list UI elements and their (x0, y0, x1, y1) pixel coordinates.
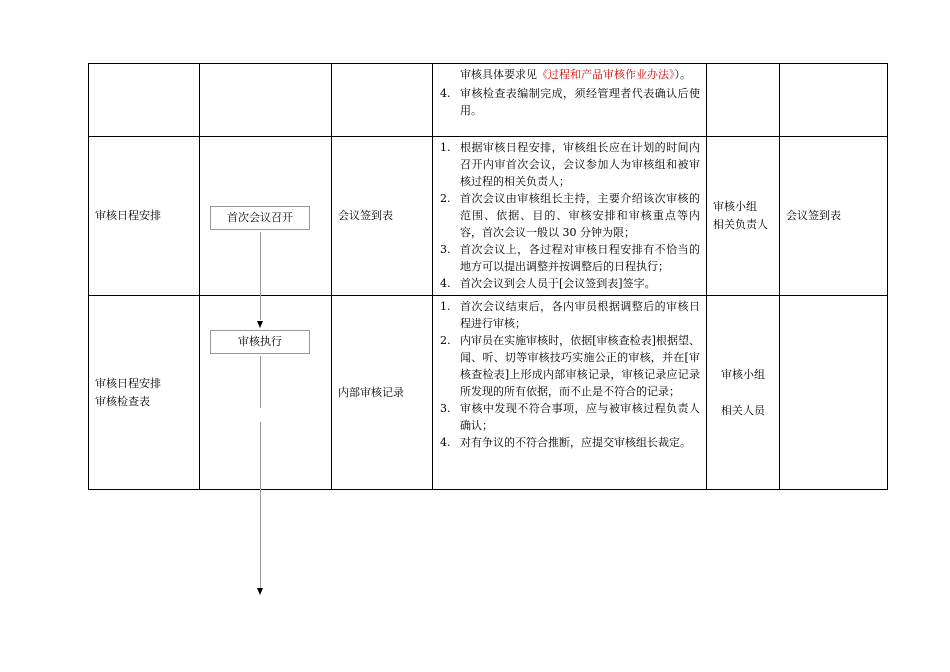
arrow-down-icon (257, 588, 263, 595)
steps-list (433, 83, 706, 119)
list-item: 1. 首次会议结束后，各内审员根据调整后的审核日程进行审核； (440, 300, 700, 330)
table-row (89, 296, 888, 490)
table-row (89, 64, 888, 137)
list-item: 2. 首次会议由审核组长主持，主要介绍该次审核的范围、依据、目的、审核安排和审核重点等内容，首次会议一般以 30 分钟为限； (440, 192, 700, 239)
list-item: 4. 对有争议的不符合推断，应提交审核组长裁定。 (440, 436, 691, 449)
list-item: 4. 首次会议到会人员于[会议签到表]签字。 (440, 277, 656, 290)
input-cell: 审核日程安排 (89, 137, 200, 296)
input-cell: 审核日程安排 审核检查表 (89, 296, 200, 490)
steps-cell (433, 64, 707, 137)
record-cell: 会议签到表 (780, 137, 888, 296)
record-cell (780, 296, 888, 490)
list-item: 4. 审核检查表编制完成，须经管理者代表确认后使用。 (440, 87, 700, 117)
list-item: 3. 首次会议上，各过程对审核日程安排有不恰当的地方可以提出调整并按调整后的日程执行； (440, 243, 700, 273)
list-item: 1. 根据审核日程安排，审核组长应在计划的时间内召开内审首次会议，会议参加人为审核组和被审核过程的相关负责人； (440, 141, 700, 188)
record-cell (780, 64, 888, 137)
flow-cell (200, 296, 332, 490)
owner-cell: 审核小组 相关负责人 (707, 137, 780, 296)
arrow-down-icon (257, 321, 263, 328)
output-cell: 内部审核记录 (332, 296, 433, 490)
flow-connector (260, 422, 261, 588)
procedure-table (88, 63, 888, 490)
steps-continuation: 审核具体要求见《过程和产品审核作业办法》）。 (460, 68, 691, 81)
owner-cell (707, 64, 780, 137)
flow-node-audit-execution: 审核执行 (210, 330, 310, 354)
steps-cell (433, 137, 707, 296)
output-cell (332, 64, 433, 137)
flow-node-kickoff-meeting: 首次会议召开 (210, 206, 310, 230)
list-item: 3. 审核中发现不符合事项，应与被审核过程负责人确认； (440, 402, 700, 432)
flow-connector (260, 232, 261, 320)
procedure-link[interactable]: 《过程和产品审核作业办法》 (537, 68, 675, 81)
steps-list (433, 296, 706, 451)
flow-connector (260, 356, 261, 408)
input-cell (89, 64, 200, 137)
steps-cell (433, 296, 707, 490)
table-row (89, 137, 888, 296)
list-item: 2. 内审员在实施审核时，依据[审核查检表]根据望、闻、听、切等审核技巧实施公正的审核，并在[审核查检表]上形成内部审核记录，审核记录应记录所发现的所有依据，而不止是不符合的记录； (440, 334, 700, 398)
output-cell: 会议签到表 (332, 137, 433, 296)
flow-cell (200, 64, 332, 137)
steps-list (433, 137, 706, 292)
owner-cell: 审核小组 相关人员 (707, 296, 780, 490)
